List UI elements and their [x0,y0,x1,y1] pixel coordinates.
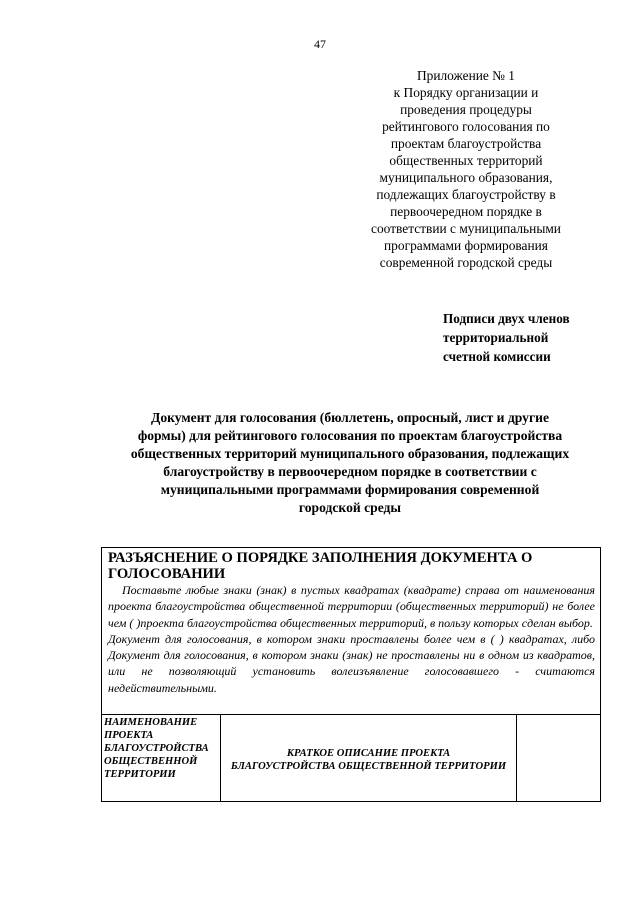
appendix-line: программами формирования [384,238,548,253]
ballot-columns-row [102,715,600,801]
vote-mark-box[interactable] [517,715,600,801]
instructions-paragraph: Документ для голосования, в котором знаки проставлены более чем в ( ) квадратах, либо Документ для голосования, в котором знаки (знак) не проставлены ни в одном из квадратов, или не позволяющий установить волеизъявление голосовавшего - считаются недействительными. [108,631,595,695]
instructions-paragraph: Поставьте любые знаки (знак) в пустых квадратах (квадрате) справа от наименования проекта благоустройства общественной территории (общественных территорий) не более чем ( )проекта благоустройства общественных территорий, в пользу которых сделан выбор. [108,583,595,630]
appendix-line: проведения процедуры [400,102,532,117]
project-name-header-line: ПРОЕКТА [104,730,154,741]
project-name-header-line: ОБЩЕСТВЕННОЙ [104,756,198,767]
document-title [90,409,610,517]
project-name-header-line: НАИМЕНОВАНИЕ [104,717,198,728]
appendix-block [350,67,582,271]
instructions-heading-line: РАЗЪЯСНЕНИЕ О ПОРЯДКЕ ЗАПОЛНЕНИЯ ДОКУМЕНТА О [108,550,533,566]
signatures-line: Подписи двух членов [443,311,570,326]
title-line: общественных территорий муниципального образования, подлежащих [130,446,570,461]
title-line: благоустройству в первоочередном порядке в соответствии с [163,464,537,479]
appendix-line: подлежащих благоустройству в [376,187,556,202]
signatures-line: счетной комиссии [443,349,551,364]
appendix-line: муниципального образования, [379,170,553,185]
instructions-cell [102,548,600,715]
appendix-line: рейтингового голосования по [382,119,550,134]
project-name-header-line: ТЕРРИТОРИИ [104,769,176,780]
project-description-header-line: БЛАГОУСТРОЙСТВА ОБЩЕСТВЕННОЙ ТЕРРИТОРИИ [230,761,507,772]
project-description-header [221,747,516,773]
title-line: формы) для рейтингового голосования по проектам благоустройства [137,428,563,443]
project-name-column-header [102,715,221,801]
instructions-heading [108,550,595,582]
signatures-block [443,309,633,366]
signatures-line: территориальной [443,330,549,345]
project-description-column-header [221,715,517,801]
appendix-line: современной городской среды [379,255,553,270]
project-description-header-line: КРАТКОЕ ОПИСАНИЕ ПРОЕКТА [286,748,451,759]
title-line: городской среды [298,500,402,515]
title-line: муниципальными программами формирования современной [160,482,540,497]
appendix-line: проектам благоустройства [390,136,542,151]
appendix-line: соответствии с муниципальными [371,221,561,236]
title-line: Документ для голосования (бюллетень, опросный, лист и другие [151,410,549,425]
ballot-table [101,547,601,802]
project-name-header-line: БЛАГОУСТРОЙСТВА [104,743,209,754]
page-number: 47 [314,37,326,51]
instructions-heading-line: ГОЛОСОВАНИИ [108,566,226,582]
appendix-line: первоочередном порядке в [390,204,542,219]
appendix-line: к Порядку организации и [393,85,539,100]
instructions-text [108,582,595,696]
appendix-line: Приложение № 1 [416,68,516,83]
appendix-line: общественных территорий [389,153,543,168]
